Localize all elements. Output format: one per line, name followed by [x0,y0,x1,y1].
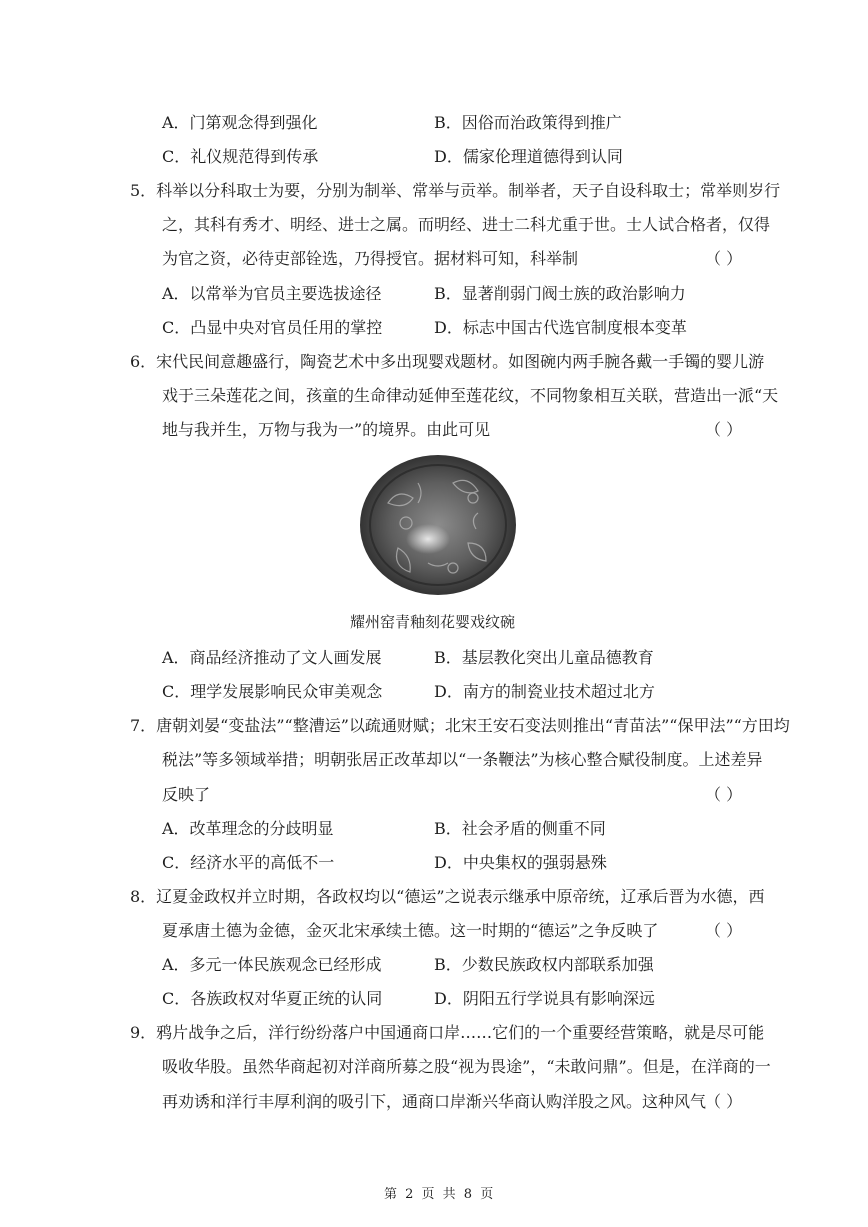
q6-option-d: D．南方的制瓷业技术超过北方 [434,682,655,701]
q9-stem-line-1: 9．鸦片战争之后，洋行纷纷落户中国通商口岸……它们的一个重要经营策略，就是尽可能 [130,1023,765,1042]
q5-answer-bracket: （ ） [705,249,743,268]
q5-option-c: C．凸显中央对官员任用的掌控 [162,318,383,337]
q6-option-a: A．商品经济推动了文人画发展 [162,648,382,667]
q7-option-b: B．社会矛盾的侧重不同 [434,819,606,838]
q9-stem-line-3: 再劝诱和洋行丰厚利润的吸引下，通商口岸渐兴华商认购洋股之风。这种风气 [162,1092,707,1111]
q4-option-c: C．礼仪规范得到传承 [162,147,319,166]
q4-option-b: B．因俗而治政策得到推广 [434,113,622,132]
q7-option-c: C．经济水平的高低不一 [162,853,335,872]
q7-stem-line-1: 7．唐朝刘晏“变盐法”“整漕运”以疏通财赋；北宋王安石变法则推出“青苗法”“保甲法”“方田均 [130,716,790,735]
figure-caption: 耀州窑青釉刻花婴戏纹碗 [350,613,516,631]
q5-stem-line-1: 5．科举以分科取士为要，分别为制举、常举与贡举。制举者，天子自设科取士；常举则岁行 [130,181,781,200]
q7-answer-bracket: （ ） [705,785,743,804]
q9-answer-bracket: （ ） [705,1092,743,1111]
q8-stem-line-1: 8．辽夏金政权并立时期，各政权均以“德运”之说表示继承中原帝统，辽承后晋为水德，西 [130,887,765,906]
q8-option-a: A．多元一体民族观念已经形成 [162,955,382,974]
bowl-photo [358,453,518,598]
q8-stem-line-2: 夏承唐土德为金德，金灭北宋承续土德。这一时期的“德运”之争反映了 [162,921,659,940]
q8-option-b: B．少数民族政权内部联系加强 [434,955,654,974]
q8-option-d: D．阴阳五行学说具有影响深远 [434,989,655,1008]
q7-stem-line-3: 反映了 [162,785,211,804]
q6-stem-line-1: 6．宋代民间意趣盛行，陶瓷艺术中多出现婴戏题材。如图碗内两手腕各戴一手镯的婴儿游 [130,352,765,371]
q4-option-a: A．门第观念得到强化 [162,113,318,132]
q7-option-d: D．中央集权的强弱悬殊 [434,853,607,872]
q4-option-d: D．儒家伦理道德得到认同 [434,147,623,166]
q8-answer-bracket: （ ） [705,921,743,940]
q8-option-c: C．各族政权对华夏正统的认同 [162,989,383,1008]
q5-option-b: B．显著削弱门阀士族的政治影响力 [434,284,686,303]
q5-option-a: A．以常举为官员主要选拔途径 [162,284,382,303]
q6-stem-line-2: 戏于三朵莲花之间，孩童的生命律动延伸至莲花纹，不同物象相互关联，营造出一派“天 [162,386,779,405]
q9-stem-line-2: 吸收华股。虽然华商起初对洋商所募之股“视为畏途”，“未敢问鼎”。但是，在洋商的一 [162,1057,771,1076]
q7-stem-line-2: 税法”等多领域举措；明朝张居正改革却以“一条鞭法”为核心整合赋役制度。上述差异 [162,750,763,769]
q6-option-b: B．基层教化突出儿童品德教育 [434,648,654,667]
page-footer: 第 2 页 共 8 页 [384,1187,496,1202]
q5-stem-line-2: 之，其科有秀才、明经、进士之属。而明经、进士二科尤重于世。士人试合格者，仅得 [162,215,771,234]
q5-stem-line-3: 为官之资，必待吏部铨选，乃得授官。据材料可知，科举制 [162,249,579,268]
q6-answer-bracket: （ ） [705,420,743,439]
q6-stem-line-3: 地与我并生，万物与我为一”的境界。由此可见 [162,420,491,439]
q6-option-c: C．理学发展影响民众审美观念 [162,682,383,701]
q5-option-d: D．标志中国古代选官制度根本变革 [434,318,687,337]
q7-option-a: A．改革理念的分歧明显 [162,819,334,838]
